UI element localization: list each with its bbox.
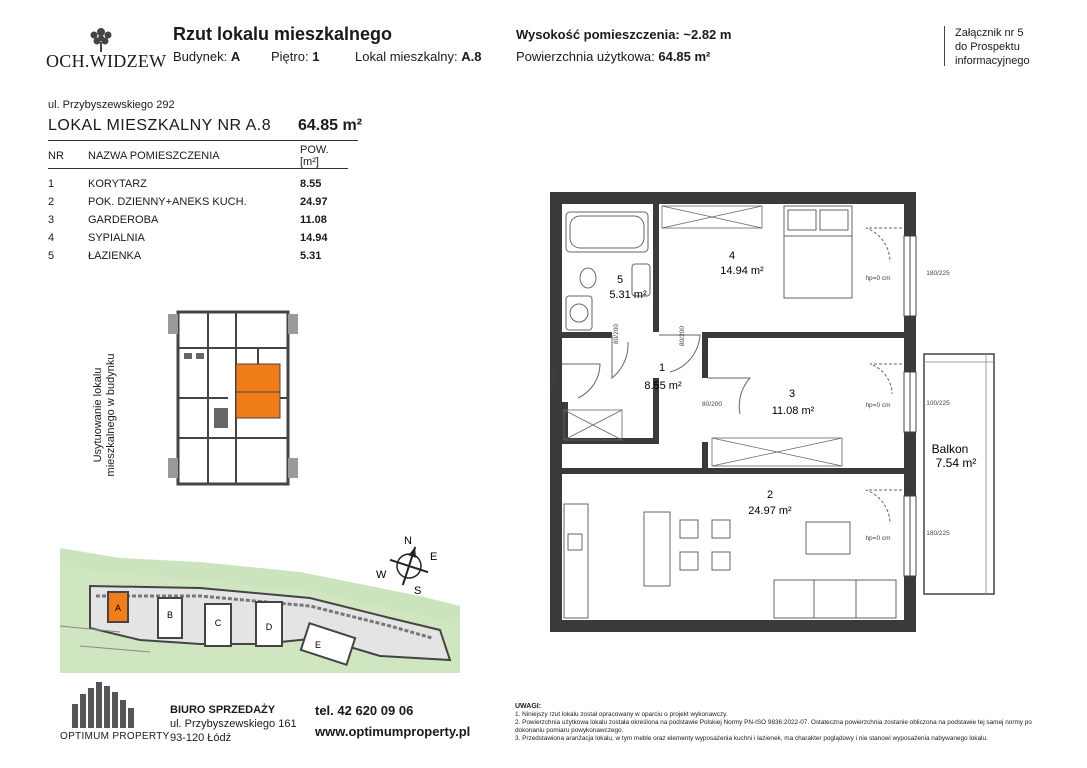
unit-title: LOKAL MIESZKALNY NR A.8 [48,117,272,134]
room-1-nr: 1 [658,362,666,374]
office-label: BIURO SPRZEDAŻY [170,704,276,716]
room-2-nr: 2 [766,489,774,501]
coffee-table [806,522,850,554]
table-row: 2 POK. DZIENNY+ANEKS KUCH. 24.97 [48,196,328,208]
building-a-label: A [114,603,122,613]
logo-text: OCH.WIDZEW [46,51,167,71]
tree-icon [76,24,126,54]
room-4-area: 14.94 m² [720,265,764,277]
door-wardrobe [708,378,750,414]
page-title: Rzut lokalu mieszkalnego [173,24,393,44]
phone-link[interactable]: tel. 42 620 09 06 [315,703,414,718]
compass-s: S [414,585,422,597]
balcony [924,354,994,594]
toilet-icon [580,268,596,288]
sofa-icon [774,580,896,618]
floor-plan [540,192,1000,640]
balcony-area: 7.54 m² [935,456,977,470]
kitchen-counter [564,504,588,618]
room-5-area: 5.31 m² [609,289,647,301]
website-link[interactable]: www.optimumproperty.pl [315,724,471,739]
building-e-label: E [314,640,322,650]
table-row: 4 SYPIALNIA 14.94 [48,232,328,244]
building-b-label: B [166,610,174,620]
col-name: NAZWA POMIESZCZENIA [88,144,300,169]
compass-n: N [404,535,412,547]
bed-icon [784,206,852,298]
unit-info: Lokal mieszkalny: A.8 [355,49,482,64]
table-row: 3 GARDEROBA 11.08 [48,214,327,226]
brand-logo [46,24,167,76]
table-row: 1 KORYTARZ 8.55 [48,178,322,190]
location-label: Usytuowanie lokalu mieszkalnego w budynku [92,353,117,477]
building-c-label: C [214,618,222,628]
divider [48,140,358,141]
building-key-plan [168,308,298,488]
room-3-nr: 3 [788,388,796,400]
hp-label-1: hp=0 cm [865,275,891,282]
office-street: ul. Przybyszewskiego 161 [170,718,297,730]
compass-w: W [376,569,387,581]
building-d-label: D [265,622,273,632]
room-5-nr: 5 [616,274,624,286]
compass-icon [374,534,444,598]
developer-name: OPTIMUM PROPERTY [60,731,170,742]
building-info: Budynek: A [173,49,241,64]
door-dim-1: 80/200 [613,324,620,344]
floor-info: Piętro: 1 [271,49,320,64]
room-2-area: 24.97 m² [748,505,792,517]
annex-note: Załącznik nr 5 do Prospektu informacyjnego [944,26,1065,66]
window-dim-3: 180/225 [926,530,950,537]
door-entrance [562,364,600,398]
hp-label-3: hp=0 cm [865,535,891,542]
door-dim-3: 90/200 [551,368,558,388]
unit-area: 64.85 m² [298,117,363,134]
door-dim-2: 80/200 [679,326,686,346]
unit-highlight [236,364,280,418]
col-area: POW. [m²] [300,144,348,169]
compass-e: E [430,551,438,563]
notes: UWAGI: 1. Niniejszy rzut lokalu został opracowany w oparciu o projekt wykonawczy. 2. Powierzchnia użytkowa lokalu została określona na podstawie Polskiej Normy PN-ISO 9836:2022-07. Ostateczna powierzchnia zostanie obliczona na podstawie tej samej normy po dokonaniu pomiaru powykonawczego. 3. Przedstawiona aranżacja lokalu, w tym meble oraz elementy wyposażenia kuchni i łazienek, ma charakter poglądowy i nie stanowi wyposażenia nabywanego lokalu. [515,703,1032,742]
hp-label-2: hp=0 cm [865,402,891,409]
door-dim-4: 80/200 [702,401,722,408]
table-row: 5 ŁAZIENKA 5.31 [48,250,322,262]
window-dim-1: 180/225 [926,270,950,277]
room-3-area: 11.08 m² [771,405,815,417]
balcony-label: Balkon [931,442,969,456]
room-1-area: 8.55 m² [644,380,682,392]
office-city: 93-120 Łódź [170,732,232,744]
usable-area: Powierzchnia użytkowa: 64.85 m² [516,49,711,64]
col-nr: NR [48,144,88,169]
rooms-table [48,144,348,265]
window-dim-2: 100/225 [926,400,950,407]
room-height: Wysokość pomieszczenia: ~2.82 m [516,27,732,42]
room-4-nr: 4 [728,250,736,262]
dining-table [644,512,670,586]
developer-logo-icon [66,680,150,728]
address: ul. Przybyszewskiego 292 [48,99,175,111]
